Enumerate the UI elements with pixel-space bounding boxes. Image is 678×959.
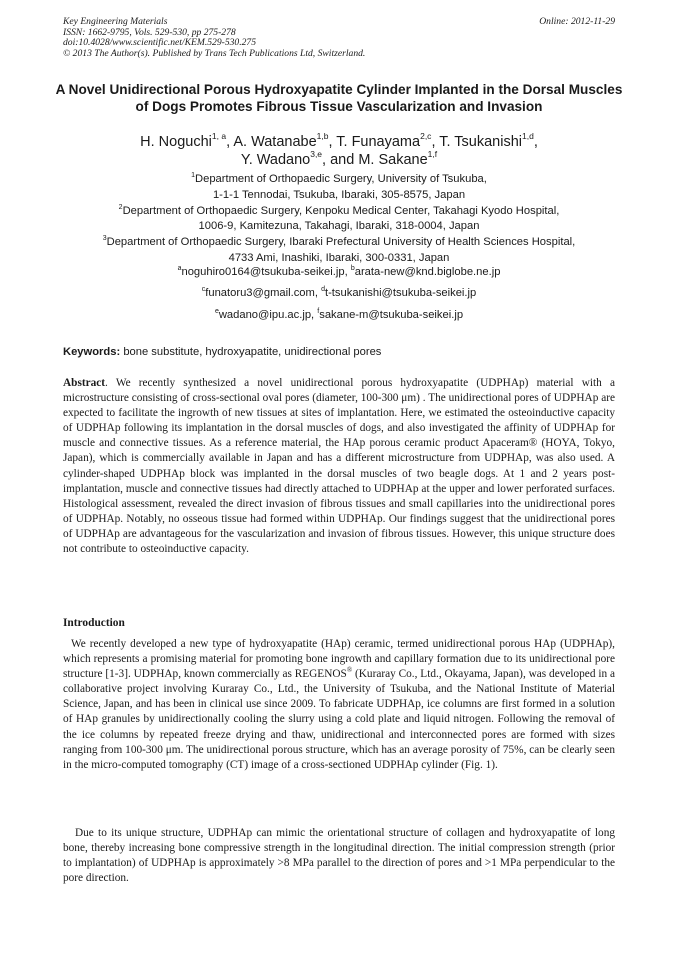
section-heading-introduction: Introduction (63, 617, 125, 629)
intro-paragraph-1 (63, 637, 615, 773)
email-row (40, 283, 638, 304)
abstract (63, 376, 615, 557)
author-sup: 1, a (211, 131, 227, 141)
keywords-label: Keywords: (63, 346, 121, 358)
email-list (40, 262, 638, 326)
email-sup: c (201, 286, 206, 294)
email-link[interactable]: arata-new@knd.biglobe.ne.jp (354, 266, 501, 278)
registered-mark: ® (346, 666, 353, 675)
author-name: Y. Wadano (240, 152, 311, 168)
email-link[interactable]: sakane-m@tsukuba-seikei.jp (319, 308, 464, 321)
affiliation-3-address: 4733 Ami, Inashiki, Ibaraki, 300-0331, Japan (228, 251, 450, 264)
author-sep: , and (322, 152, 359, 168)
author-sep: , (431, 134, 440, 150)
author-name: A. Watanabe (233, 134, 317, 150)
email-sup: d (321, 286, 325, 294)
affiliation-2-address: 1006-9, Kamitezuna, Takahagi, Ibaraki, 318-0004, Japan (198, 220, 480, 233)
affiliations (40, 172, 638, 267)
affiliation-text: Department of Orthopaedic Surgery, University of Tsukuba, (195, 173, 487, 185)
paragraph-text: Due to its unique structure, UDPHAp can mimic the orientational structure of collagen and hydroxyapatite of long bone, thereby increasing bone compressive strength in the longitudinal direction. The initial compression strength (prior to implantation) of UDPHAp is approximately >8 MPa parallel to the direction of pores and >1 MPa perpendicular to the pore direction. (63, 827, 615, 885)
intro-paragraph-2 (63, 826, 615, 886)
author-sup: 3,e (310, 149, 323, 159)
affiliation-sup: 3 (102, 235, 107, 243)
email-link[interactable]: t-tsukanishi@tsukuba-seikei.jp (324, 287, 477, 300)
paragraph-text: (Kuraray Co., Ltd., Okayama, Japan), was developed in a collaborative project involving Kuraray Co., Ltd., the University of Tsukuba, and the National Institute of Material Science, Japan, and has been in clinical use since 2009. To fabricate UDPHAp, ice columns are first formed in a solution of HAp granules by unidirectionally cooling the slurry using a cold plate and liquid nitrogen. Following the removal of the ice columns by repeated freeze drying and thaw, unidirectional and interconnected pores are formed with sizes ranging from 100-300 μm. The unidirectional porous structure, which has an average porosity of 75%, can be clearly seen in the micro-computed tomography (CT) image of a cross-sectioned UDPHAp cylinder (Fig. 1). (63, 668, 615, 771)
journal-header (63, 17, 615, 59)
paper-title: A Novel Unidirectional Porous Hydroxyapatite Cylinder Implanted in the Dorsal Muscles of Dogs Promotes Fibrous Tissue Vascularization and Invasion (55, 82, 623, 114)
author-sep: , (226, 134, 234, 150)
author-sep: , (533, 134, 538, 150)
author-name: T. Funayama (336, 134, 421, 150)
author-name: T. Tsukanishi (439, 134, 522, 150)
affiliation-3 (40, 235, 638, 251)
doi-line: doi:10.4028/www.scientific.net/KEM.529-530.275 (63, 37, 257, 49)
affiliation-2 (40, 204, 638, 220)
email-link[interactable]: wadano@ipu.ac.jp, (218, 308, 315, 321)
abstract-text: . We recently synthesized a novel unidirectional porous hydroxyapatite (UDPHAp) material with a microstructure consisting of cross-sectional oval pores (diameter, 100-300 μm) . The unidirectional pores of UDPHAp are expected to facilitate the ingrowth of new tissues at sites of implantation. Here, we estimated the osteoinductive capacity of UDPHAp following its implantation in the dorsal muscles of dogs, and also investigated the affinity of UDPHAp for muscle and connective tissues. As a reference material, the HAp porous ceramic product Apaceram® (HOYA, Tokyo, Japan), which is commercially available in Japan and has a different microstructure from UDPHAp, was also used. A cylinder-shaped UDPHAp block was implanted in the dorsal muscles of two beagle dogs. At 1 and 2 years post-implantation, muscle and connective tissues had directly attached to UDPHAp at the upper and lower perforated surfaces. Histological assessment, revealed the direct invasion of fibrous tissues and small capillaries into the unidirectional pores of UDPHAp. Notably, no osseous tissue had formed within UDPHAp. Our findings suggest that the unidirectional pores of UDPHAp are advantageous for the vascularization and invasion of fibrous tissues. However, this unique structure does not contribute to osteoinductive capacity. (63, 377, 615, 556)
affiliation-1 (40, 172, 638, 188)
author-sup: 1,f (427, 149, 438, 159)
email-link[interactable]: noguhiro0164@tsukuba-seikei.jp, (181, 266, 348, 278)
keywords-text: bone substitute, hydroxyapatite, unidirectional pores (123, 346, 382, 358)
abstract-label: Abstract (63, 377, 106, 389)
author-name: H. Noguchi (140, 134, 212, 150)
copyright-line: © 2013 The Author(s). Published by Trans Tech Publications Ltd, Switzerland. (63, 47, 366, 59)
author-name: M. Sakane (358, 152, 428, 168)
journal-name: Key Engineering Materials (63, 16, 168, 27)
author-sup: 1,d (521, 131, 534, 141)
email-row (40, 305, 638, 326)
email-row (40, 262, 638, 283)
affiliation-sup: 2 (118, 203, 123, 211)
email-link[interactable]: funatoru3@gmail.com, (205, 287, 318, 300)
author-list (40, 133, 638, 169)
affiliation-text: Department of Orthopaedic Surgery, Ibaraki Prefectural University of Health Sciences Hospital, (106, 236, 576, 249)
author-sup: 2,c (420, 131, 432, 141)
email-sup: e (214, 307, 219, 315)
affiliation-sup: 1 (191, 172, 196, 179)
author-sup: 1,b (316, 131, 329, 141)
email-sup: f (317, 307, 320, 315)
email-sup: a (177, 265, 182, 272)
keywords (63, 345, 615, 359)
affiliation-text: Department of Orthopaedic Surgery, Kenpoku Medical Center, Takahagi Kyodo Hospital, (122, 204, 560, 217)
online-date: Online: 2012-11-29 (539, 16, 615, 27)
paragraph-text: We recently developed a new type of hydroxyapatite (HAp) ceramic, termed unidirectional porous HAp (UDPHAp), which represents a promising material for promoting bone ingrowth and capillary formation due to its unidirectional pore structure [1-3]. UDPHAp, known commercially as REGENOS (63, 638, 615, 681)
author-sep: , (328, 134, 337, 150)
issn-line: ISSN: 1662-9795, Vols. 529-530, pp 275-278 (63, 26, 236, 38)
email-sup: b (350, 265, 355, 272)
affiliation-1-address: 1-1-1 Tennodai, Tsukuba, Ibaraki, 305-8575, Japan (212, 188, 466, 201)
